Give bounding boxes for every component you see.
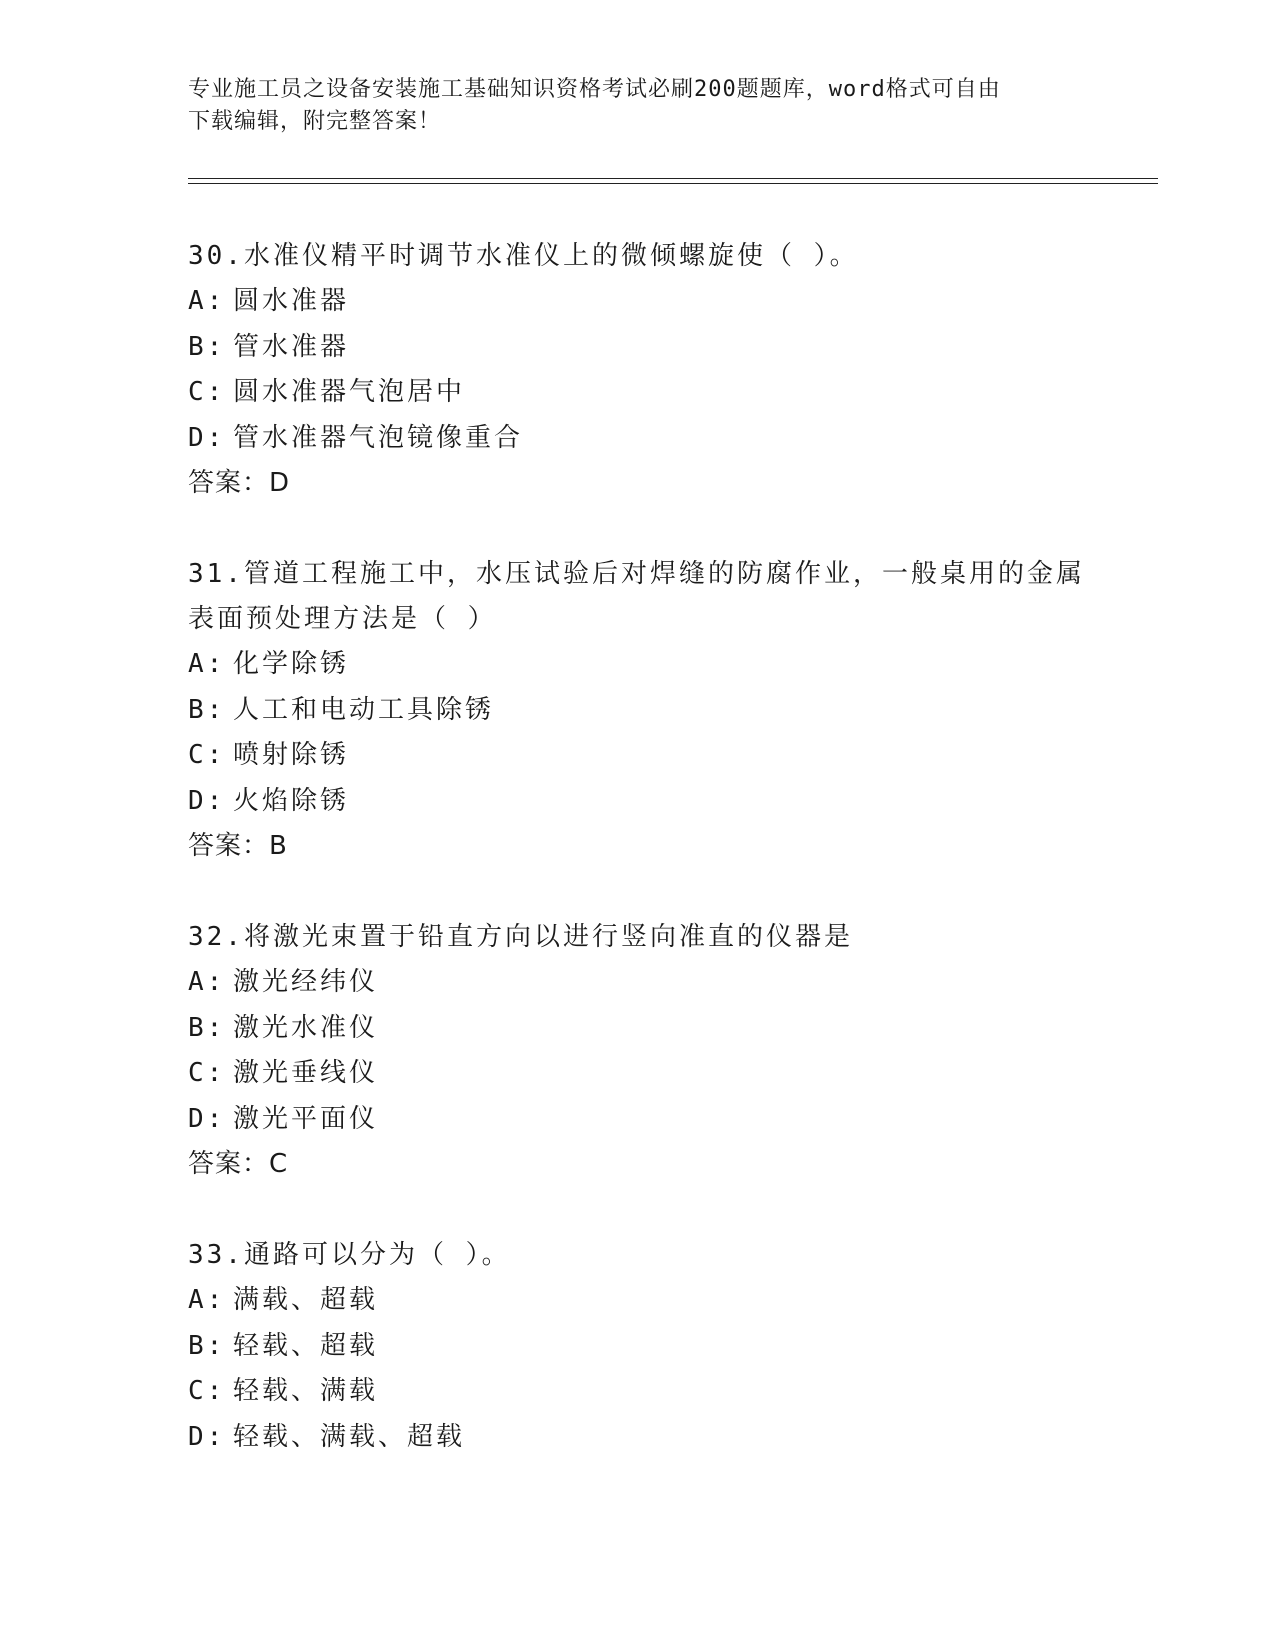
header-divider-bottom bbox=[188, 183, 1158, 184]
option-letter: C: bbox=[188, 740, 226, 770]
answer: 答案：C bbox=[188, 1149, 289, 1179]
option-letter: B: bbox=[188, 1330, 226, 1361]
option-text: 激光垂线仪 bbox=[233, 1058, 379, 1088]
answer: 答案：D bbox=[188, 468, 291, 498]
question-stem: 30.水准仪精平时调节水准仪上的微倾螺旋使（ ）。 bbox=[188, 241, 859, 271]
option-text: 管水准器 bbox=[233, 331, 350, 362]
option-text: 激光平面仪 bbox=[233, 1103, 379, 1134]
question-stem: 31.管道工程施工中，水压试验后对焊缝的防腐作业，一般桌用的金属表面预处理方法是（ ） bbox=[188, 559, 1085, 634]
header-divider-top bbox=[188, 178, 1158, 179]
option-letter: D: bbox=[188, 1421, 226, 1452]
option-text: 轻载、超载 bbox=[233, 1330, 379, 1361]
option-letter: A: bbox=[188, 649, 226, 679]
option-letter: B: bbox=[188, 331, 226, 362]
option-b bbox=[188, 1006, 1088, 1052]
option-a bbox=[188, 1278, 1088, 1324]
option-b bbox=[188, 688, 1088, 734]
option-text: 圆水准器气泡居中 bbox=[233, 377, 466, 407]
option-text: 化学除锈 bbox=[233, 649, 350, 679]
option-letter: D: bbox=[188, 1103, 226, 1134]
question-33 bbox=[188, 1233, 1088, 1460]
option-a bbox=[188, 279, 1088, 325]
option-b bbox=[188, 1324, 1088, 1370]
option-a bbox=[188, 642, 1088, 688]
option-d bbox=[188, 416, 1088, 462]
option-letter: B: bbox=[188, 694, 226, 725]
option-letter: C: bbox=[188, 377, 226, 407]
option-letter: D: bbox=[188, 785, 226, 816]
option-text: 人工和电动工具除锈 bbox=[233, 694, 495, 725]
question-stem: 32.将激光束置于铅直方向以进行竖向准直的仪器是 bbox=[188, 922, 853, 952]
option-text: 轻载、满载、超载 bbox=[233, 1421, 466, 1452]
question-31 bbox=[188, 552, 1088, 869]
question-stem: 33.通路可以分为（ ）。 bbox=[188, 1240, 511, 1270]
option-letter: C: bbox=[188, 1058, 226, 1088]
document-header bbox=[188, 74, 1088, 138]
option-letter: A: bbox=[188, 286, 226, 316]
option-letter: A: bbox=[188, 967, 226, 997]
option-text: 轻载、满载 bbox=[233, 1376, 379, 1406]
option-letter: C: bbox=[188, 1376, 226, 1406]
question-30 bbox=[188, 234, 1088, 506]
option-text: 喷射除锈 bbox=[233, 740, 350, 770]
option-text: 火焰除锈 bbox=[233, 785, 350, 816]
option-c bbox=[188, 1369, 1088, 1415]
option-a bbox=[188, 960, 1088, 1006]
option-d bbox=[188, 779, 1088, 825]
answer: 答案：B bbox=[188, 831, 288, 861]
option-d bbox=[188, 1415, 1088, 1461]
option-c bbox=[188, 370, 1088, 416]
option-letter: B: bbox=[188, 1012, 226, 1043]
option-text: 激光水准仪 bbox=[233, 1012, 379, 1043]
option-text: 激光经纬仪 bbox=[233, 967, 379, 997]
option-text: 圆水准器 bbox=[233, 286, 350, 316]
option-letter: A: bbox=[188, 1285, 226, 1315]
option-c bbox=[188, 1051, 1088, 1097]
option-text: 满载、超载 bbox=[233, 1285, 379, 1315]
option-b bbox=[188, 325, 1088, 371]
header-line-2: 下载编辑，附完整答案！ bbox=[188, 109, 442, 134]
option-text: 管水准器气泡镜像重合 bbox=[233, 422, 524, 453]
option-letter: D: bbox=[188, 422, 226, 453]
option-c bbox=[188, 733, 1088, 779]
option-d bbox=[188, 1097, 1088, 1143]
header-line-1: 专业施工员之设备安装施工基础知识资格考试必刷200题题库，word格式可自由 bbox=[188, 77, 1001, 102]
question-32 bbox=[188, 915, 1088, 1187]
